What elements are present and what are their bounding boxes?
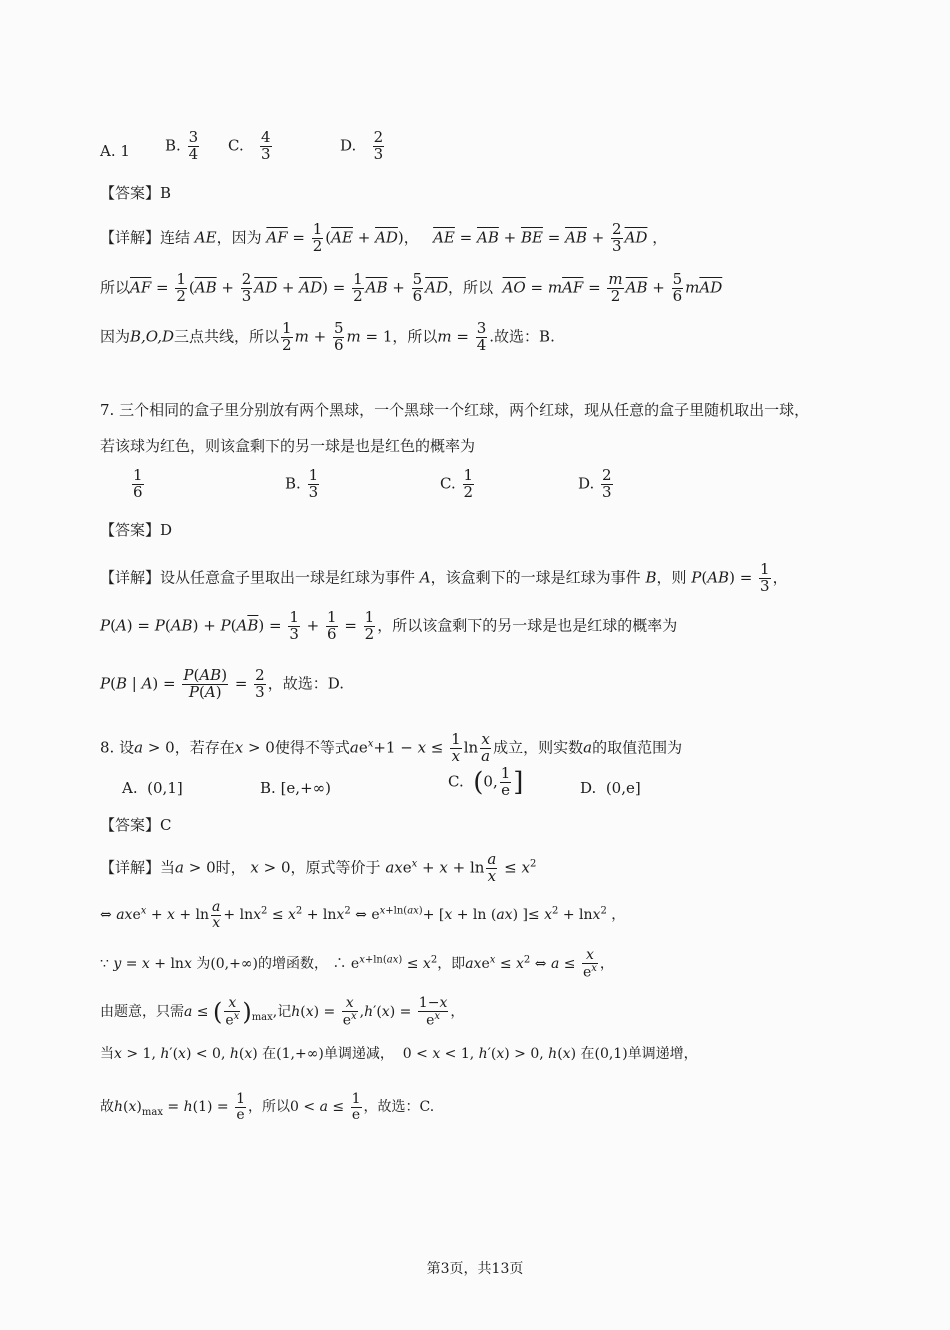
q7-detail-line3: P(B | A) = $\frac{P(AB)}{P(A)}$ = $\frac{2}{3}$ ，故选：D.	[100, 666, 344, 701]
q8-detail-line5: 当x > 1, h′(x) < 0, h(x) 在(1,+∞)单调递减， 0 < x < 1, h′(x) > 0, h(x) 在(0,1)单调递增，	[100, 1046, 698, 1062]
q7-option-c: C. $\frac{1}{2}$	[440, 466, 474, 501]
q7-detail-line2: $P(A) = P(AB) + P(A\overline{B})$ = $\frac{1}{3}$ + $\frac{1}{6}$ = $\frac{1}{2}$ ，所以该盒剩下的另一球是也是红球的概率为	[100, 608, 678, 643]
q7-question-line2: 若该球为红色，则该盒剩下的另一球是也是红色的概率为	[100, 437, 476, 455]
q8-detail-line2: ⇔ axe$^x$ + x + ln $\frac{a}{x}$ + $\ln x^2 \le x^2 + \ln x^2$ ⇔ $e^{x+ln(ax)}+ [x + \ln (ax)$ ]≤ $x^2 + \ln x^2$ ，	[100, 899, 626, 931]
q8-question: 8. 设a > 0，若存在x > 0使得不等式$ae^x+1 - x$ ≤ $\frac{1}{x}$ ln $\frac{x}{a}$ 成立，则实数a的取值范围为	[100, 730, 683, 765]
q8-option-c: C. (0, $\frac{1}{e}$ ]	[448, 764, 524, 799]
q6-detail-line2: 所以$\overline{AF}$ = $\frac{1}{2}$ ($\overline{AB}$ + $\frac{2}{3}$ $\overline{AD} + \overline{AD}$) = $\frac{1}{2}$ $\overline{AB}$ + $\frac{5}{6}$ $\overline{AD}$，所以 $\overline{AO} = m\overline{AF}$ = $\frac{m}{2}$ $\overline{AB}$ + $\frac{5}{6}$ $m\overline{AD}$	[100, 270, 723, 305]
q6-option-c: C. $\frac{4}{3}$	[228, 128, 271, 163]
q6-answer: 【答案】B	[100, 184, 172, 202]
q6-option-b: B. $\frac{3}{4}$	[165, 128, 199, 163]
q8-detail-line3: ∵ y = x + lnx 为(0,+∞)的增函数， ∴ $e^{x+ln(ax)} \le x^2$，即$axe^x \le x^2$ ⇔ a ≤ $\frac{x}{e^x}$ ，	[100, 947, 614, 981]
q6-detail-line3: 因为B,O,D三点共线，所以 $\frac{1}{2}$ m + $\frac{5}{6}$ m = 1，所以m = $\frac{3}{4}$ .故选：B.	[100, 319, 555, 354]
q7-detail-line1: 【详解】设从任意盒子里取出一球是红球为事件 A，该盒剩下的一球是红球为事件 B，则 P(AB) = $\frac{1}{3}$ ，	[100, 560, 788, 595]
q8-detail-line4: 由题意，只需a ≤ ( $\frac{x}{e^x}$ )$_{max}$,记h(x) = $\frac{x}{e^x}$ ,h′(x) = $\frac{1-x}{e^x}$ ，	[100, 995, 465, 1029]
q7-question-line1: 7. 三个相同的盒子里分别放有两个黑球，一个黑球一个红球，两个红球，现从任意的盒子里随机取出一球，	[100, 401, 810, 419]
q7-option-d: D. $\frac{2}{3}$	[578, 466, 612, 501]
q6-option-d: D. $\frac{2}{3}$	[340, 128, 384, 163]
q8-option-d: D. (0,e]	[580, 779, 641, 797]
q8-option-a: A. (0,1]	[122, 779, 183, 797]
q8-answer: 【答案】C	[100, 816, 172, 834]
q6-option-a: A. 1	[100, 142, 130, 160]
q8-detail-line1: 【详解】当a > 0时， x > 0，原式等价于 axe$^x$ + x + ln $\frac{a}{x}$ ≤ $x^2$	[100, 850, 537, 885]
q7-option-b: B. $\frac{1}{3}$	[285, 466, 319, 501]
q7-option-a: $\frac{1}{6}$	[133, 466, 143, 501]
q7-answer: 【答案】D	[100, 521, 173, 539]
page-footer: 第3页，共13页	[426, 1261, 524, 1277]
q8-option-b: B. [e,+∞)	[260, 779, 331, 797]
q6-detail-line1: 【详解】连结 AE，因为 $\overline{AF}$ = $\frac{1}{2}$ $(\overline{AE} + \overline{AD})$， $\overline{AE} = \overline{AB} + \overline{BE} = \overline{AB}$ + $\frac{2}{3}$ $\overline{AD}$ ，	[100, 220, 668, 255]
q8-detail-line6: 故$h(x)_{max} = h(1)$ = $\frac{1}{e}$ ，所以0 < a ≤ $\frac{1}{e}$ ，故选：C.	[100, 1091, 435, 1123]
